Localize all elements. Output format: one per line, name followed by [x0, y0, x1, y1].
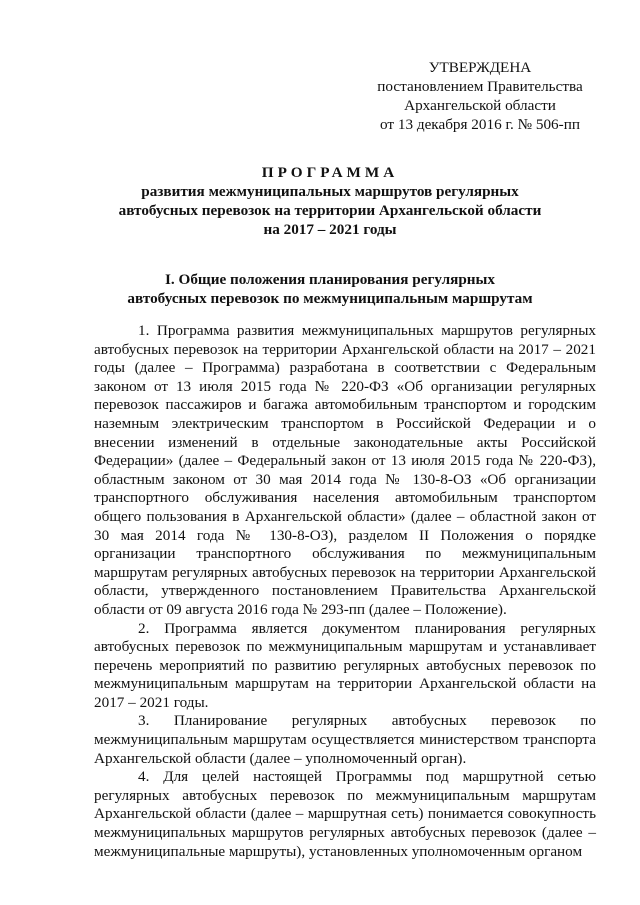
program-title — [60, 163, 600, 239]
program-title-line: автобусных перевозок на территории Архангельской области — [118, 202, 542, 219]
approval-stamp — [360, 58, 600, 134]
program-heading: ПРОГРАММА — [261, 164, 399, 181]
section-title-line: I. Общие положения планирования регулярных — [165, 271, 495, 288]
paragraph-4: 4. Для целей настоящей Программы под маршрутной сетью регулярных автобусных перевозок по межмуниципальным маршрутам Архангельской области (далее – маршрутная сеть) понимается совокупность межмуниципальных маршрутов регулярных автобусных перевозок (далее – межмуниципальные маршруты), установленных уполномоченным органом — [94, 768, 596, 860]
paragraph-3: 3. Планирование регулярных автобусных перевозок по межмуниципальным маршрутам осуществляется министерством транспорта Архангельской области (далее – уполномоченный орган). — [94, 712, 596, 767]
program-title-line: развития межмуниципальных маршрутов регулярных — [141, 183, 519, 200]
approval-date-number: от 13 декабря 2016 г. № 506-пп — [380, 116, 580, 133]
document-body — [94, 322, 596, 861]
program-title-line: на 2017 – 2021 годы — [263, 221, 397, 238]
section-title-line: автобусных перевозок по межмуниципальным маршрутам — [127, 290, 533, 307]
approval-line: постановлением Правительства — [377, 78, 583, 95]
section-title — [60, 270, 600, 308]
paragraph-2: 2. Программа является документом планирования регулярных автобусных перевозок по межмуниципальным маршрутам и устанавливает перечень мероприятий по развитию регулярных автобусных перевозок по межмуниципальным маршрутам на территории Архангельской области на 2017 – 2021 годы. — [94, 619, 596, 711]
approval-line: Архангельской области — [404, 97, 556, 114]
paragraph-1: 1. Программа развития межмуниципальных маршрутов регулярных автобусных перевозок на территории Архангельской области на 2017 – 2021 годы (далее – Программа) разработана в соответствии с Федеральным законом от 13 июля 2015 года № 220-ФЗ «Об организации регулярных перевозок пассажиров и багажа автомобильным транспортом и городским наземным электрическим транспортом в Российской Федерации и о внесении изменений в отдельные законодательные акты Российской Федерации» (далее – Федеральный закон от 13 июля 2015 года № 220-ФЗ), областным законом от 30 мая 2014 года № 130-8-ОЗ «Об организации транспортного обслуживания населения автомобильным транспортом общего пользования в Архангельской области» (далее – областной закон от 30 мая 2014 года № 130-8-ОЗ), разделом II Положения о порядке организации транспортного обслуживания по межмуниципальным маршрутам регулярных автобусных перевозок на территории Архангельской области, утвержденного постановлением Правительства Архангельской области от 09 августа 2016 года № 293-пп (далее – Положение). — [94, 322, 596, 618]
approval-heading: УТВЕРЖДЕНА — [428, 59, 532, 76]
